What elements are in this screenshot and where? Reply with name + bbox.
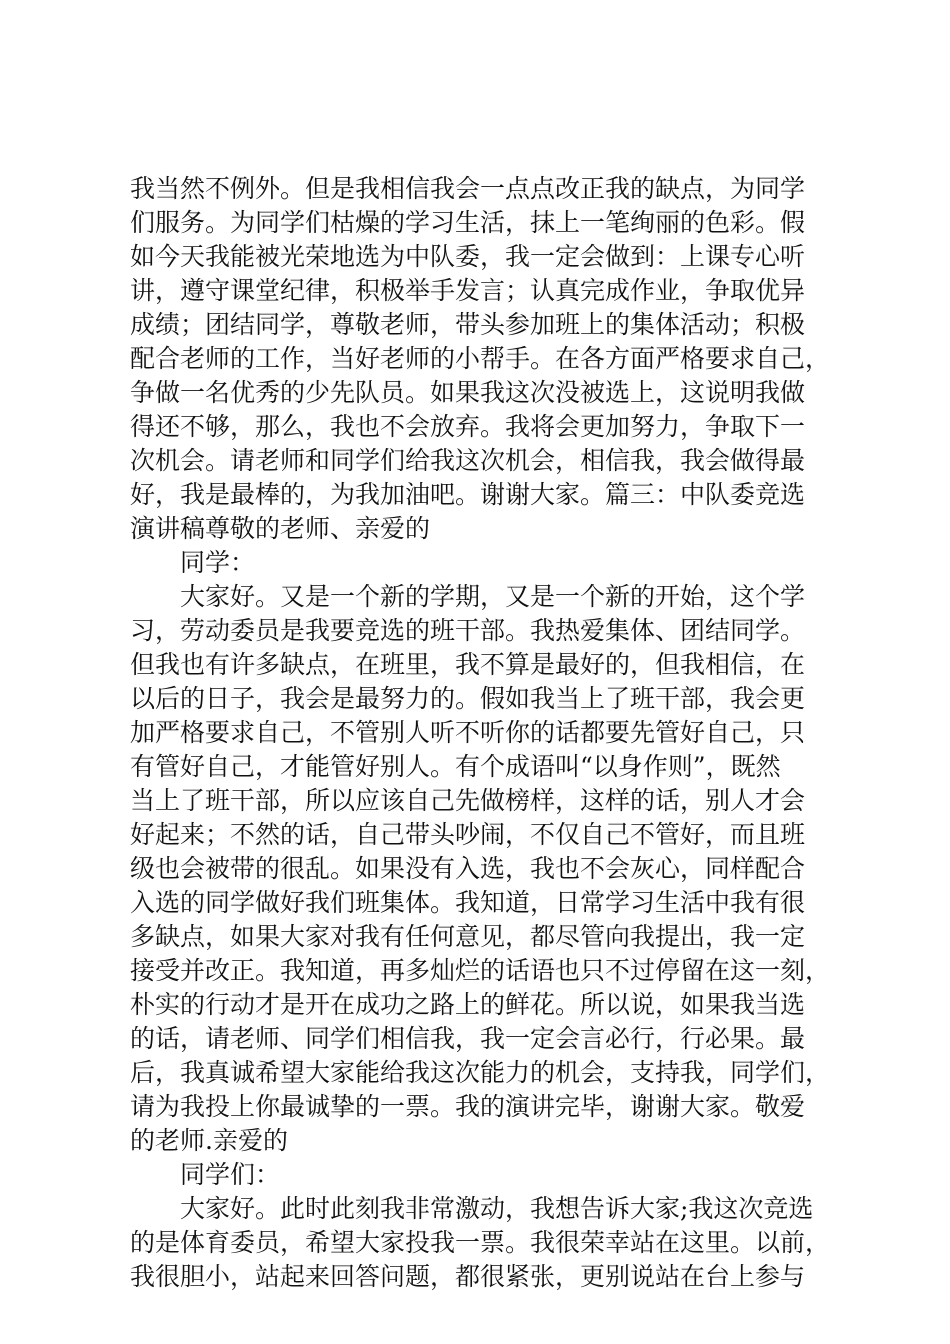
- text-line: 接受并改正。我知道，再多灿烂的话语也只不过停留在这一刻，: [130, 956, 831, 985]
- text-line: 我很胆小，站起来回答问题，都很紧张，更别说站在台上参与: [130, 1262, 806, 1291]
- text-line: 好起来；不然的话，自己带头吵闹，不仅自己不管好，而且班: [130, 820, 806, 849]
- text-line: 朴实的行动才是开在成功之路上的鲜花。所以说，如果我当选: [130, 990, 806, 1019]
- text-line: 的话，请老师、同学们相信我，我一定会言必行，行必果。最: [130, 1024, 806, 1053]
- text-line: 入选的同学做好我们班集体。我知道，日常学习生活中我有很: [130, 888, 806, 917]
- text-line: 好，我是最棒的，为我加油吧。谢谢大家。篇三：中队委竞选: [130, 480, 806, 509]
- body-text: [130, 172, 830, 1294]
- text-line: 级也会被带的很乱。如果没有入选，我也不会灰心，同样配合: [130, 854, 806, 883]
- text-line: 请为我投上你最诚挚的一票。我的演讲完毕，谢谢大家。敬爱: [130, 1092, 806, 1121]
- text-line: 习，劳动委员是我要竞选的班干部。我热爱集体、团结同学。: [130, 616, 806, 645]
- text-line: 演讲稿尊敬的老师、亲爱的: [130, 514, 431, 543]
- text-line: 次机会。请老师和同学们给我这次机会，相信我，我会做得最: [130, 446, 806, 475]
- paragraph-start-line: 大家好。又是一个新的学期，又是一个新的开始，这个学: [180, 582, 806, 611]
- text-line: 以后的日子，我会是最努力的。假如我当上了班干部，我会更: [130, 684, 806, 713]
- text-line: 争做一名优秀的少先队员。如果我这次没被选上，这说明我做: [130, 378, 806, 407]
- text-line: 多缺点，如果大家对我有任何意见，都尽管向我提出，我一定: [130, 922, 806, 951]
- text-line: 有管好自己，才能管好别人。有个成语叫“以身作则”，既然: [130, 752, 781, 781]
- text-line: 讲，遵守课堂纪律，积极举手发言；认真完成作业，争取优异: [130, 276, 806, 305]
- salutation-line: 同学：: [180, 548, 256, 577]
- text-line: 配合老师的工作，当好老师的小帮手。在各方面严格要求自己，: [130, 344, 831, 373]
- text-line: 当上了班干部，所以应该自己先做榜样，这样的话，别人才会: [130, 786, 806, 815]
- paragraph-start-line: 大家好。此时此刻我非常激动，我想告诉大家;我这次竞选: [180, 1194, 814, 1223]
- text-line: 后，我真诚希望大家能给我这次能力的机会，支持我，同学们，: [130, 1058, 831, 1087]
- salutation-line: 同学们：: [180, 1160, 281, 1189]
- text-line: 成绩；团结同学，尊敬老师，带头参加班上的集体活动；积极: [130, 310, 806, 339]
- text-line: 如今天我能被光荣地选为中队委，我一定会做到：上课专心听: [130, 242, 806, 271]
- text-line: 们服务。为同学们枯燥的学习生活，抹上一笔绚丽的色彩。假: [130, 208, 806, 237]
- text-line: 我当然不例外。但是我相信我会一点点改正我的缺点，为同学: [130, 174, 806, 203]
- text-line: 加严格要求自己，不管别人听不听你的话都要先管好自己，只: [130, 718, 806, 747]
- text-line: 的是体育委员，希望大家投我一票。我很荣幸站在这里。以前，: [130, 1228, 831, 1257]
- text-line: 但我也有许多缺点，在班里，我不算是最好的，但我相信，在: [130, 650, 806, 679]
- text-line: 的老师.亲爱的: [130, 1126, 288, 1155]
- text-line: 得还不够，那么，我也不会放弃。我将会更加努力，争取下一: [130, 412, 806, 441]
